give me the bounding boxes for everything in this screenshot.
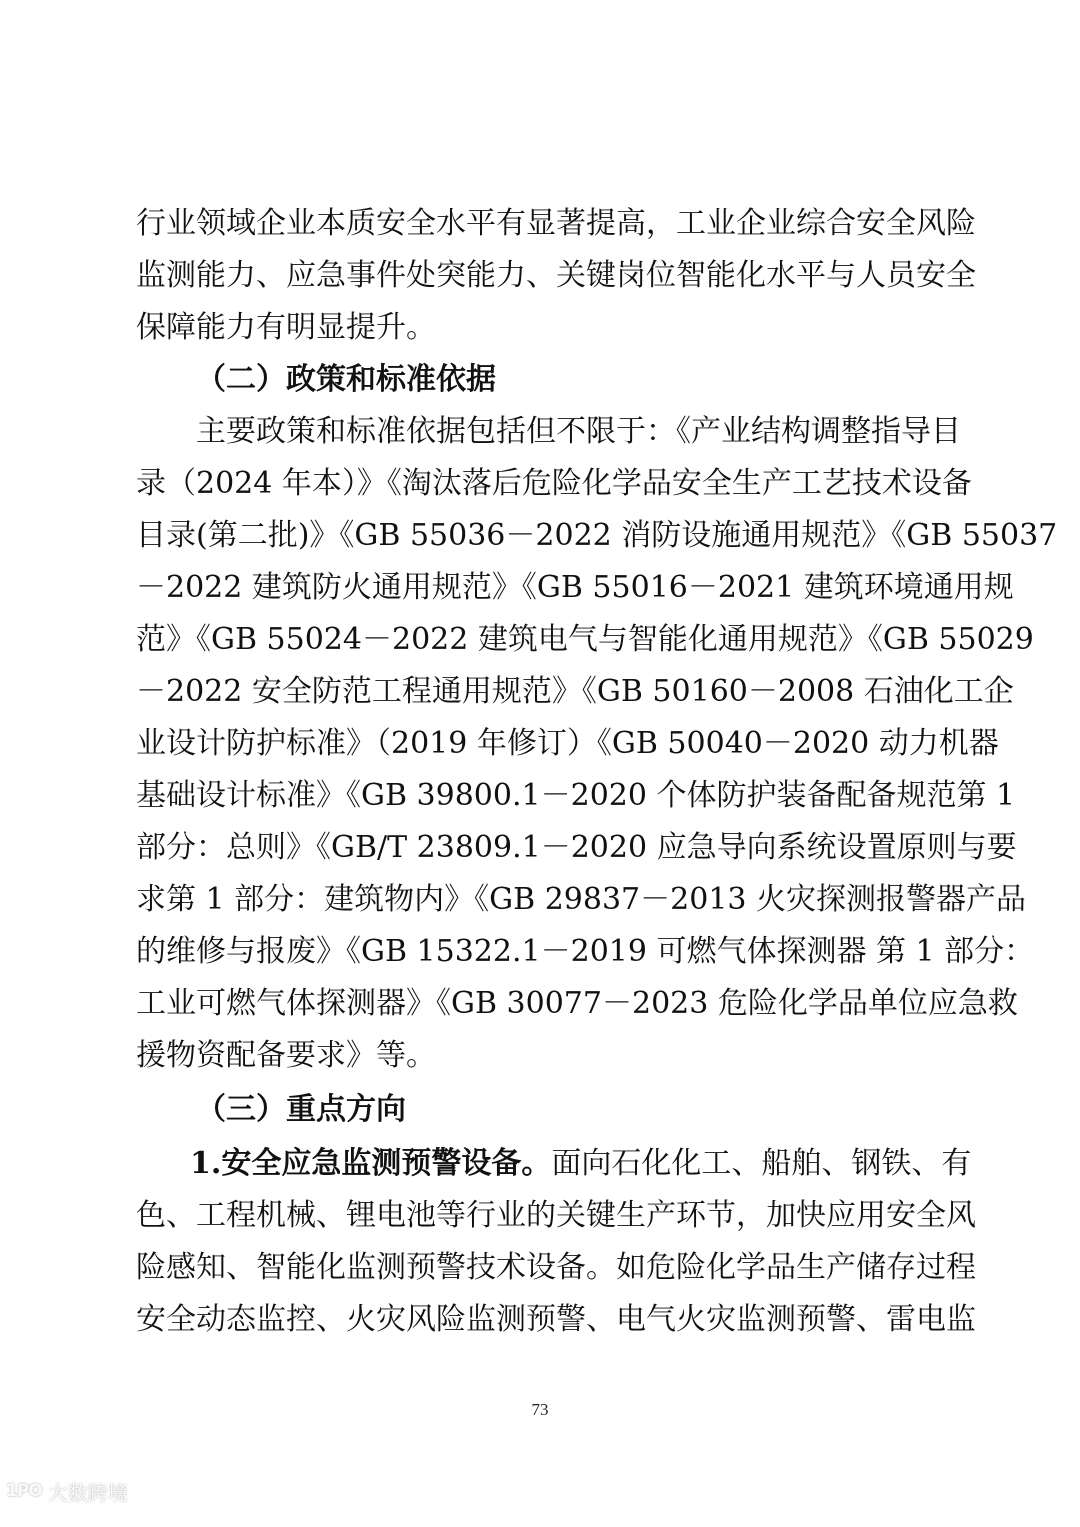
paragraph-line: 的维修与报废》《GB 15322.1－2019 可燃气体探测器 第 1 部分： (136, 934, 1035, 969)
paragraph-line: 安全动态监控、火灾风险监测预警、电气火灾监测预警、雷电监 (136, 1302, 976, 1337)
paragraph-line: 基础设计标准》《GB 39800.1－2020 个体防护装备配备规范第 1 (136, 778, 1016, 813)
watermark-logo-icon: 1PO (6, 1481, 42, 1501)
paragraph-line: 监测能力、应急事件处突能力、关键岗位智能化水平与人员安全 (136, 258, 976, 293)
paragraph-line: 求第 1 部分：建筑物内》《GB 29837－2013 火灾探测报警器产品 (136, 882, 1027, 917)
section-heading-key-directions: （三）重点方向 (196, 1092, 406, 1127)
page-number: 73 (531, 1400, 549, 1419)
paragraph-line: －2022 建筑防火通用规范》《GB 55016－2021 建筑环境通用规 (136, 570, 1014, 605)
paragraph-line (190, 1138, 972, 1190)
paragraph-line: 范》《GB 55024－2022 建筑电气与智能化通用规范》《GB 55029 (136, 622, 1034, 657)
watermark-text: 大数跨境 (47, 1480, 128, 1505)
section-heading-policy: （二）政策和标准依据 (196, 362, 496, 397)
item-heading-monitoring-equipment: 1.安全应急监测预警设备。 (190, 1146, 552, 1181)
paragraph-line: 业设计防护标准》（2019 年修订）《GB 50040－2020 动力机器 (136, 726, 999, 761)
paragraph-line: 色、工程机械、锂电池等行业的关键生产环节，加快应用安全风 (136, 1198, 976, 1233)
paragraph-line: －2022 安全防范工程通用规范》《GB 50160－2008 石油化工企 (136, 674, 1014, 709)
paragraph-line: 主要政策和标准依据包括但不限于：《产业结构调整指导目 (196, 414, 961, 449)
paragraph-line: 援物资配备要求》等。 (136, 1038, 436, 1073)
paragraph-line: 行业领域企业本质安全水平有显著提高，工业企业综合安全风险 (136, 206, 976, 241)
paragraph-line: 险感知、智能化监测预警技术设备。如危险化学品生产储存过程 (136, 1250, 976, 1285)
paragraph-line: 录（2024 年本）》《淘汰落后危险化学品安全生产工艺技术设备 (136, 466, 972, 501)
paragraph-line: 保障能力有明显提升。 (136, 310, 436, 345)
watermark (6, 1474, 128, 1508)
paragraph-line: 目录(第二批)》《GB 55036－2022 消防设施通用规范》《GB 55037 (136, 518, 1058, 553)
item-text: 面向石化化工、船舶、钢铁、有 (551, 1146, 972, 1181)
paragraph-line: 工业可燃气体探测器》《GB 30077－2023 危险化学品单位应急救 (136, 986, 1018, 1021)
paragraph-line: 部分：总则》《GB/T 23809.1－2020 应急导向系统设置原则与要 (136, 830, 1017, 865)
